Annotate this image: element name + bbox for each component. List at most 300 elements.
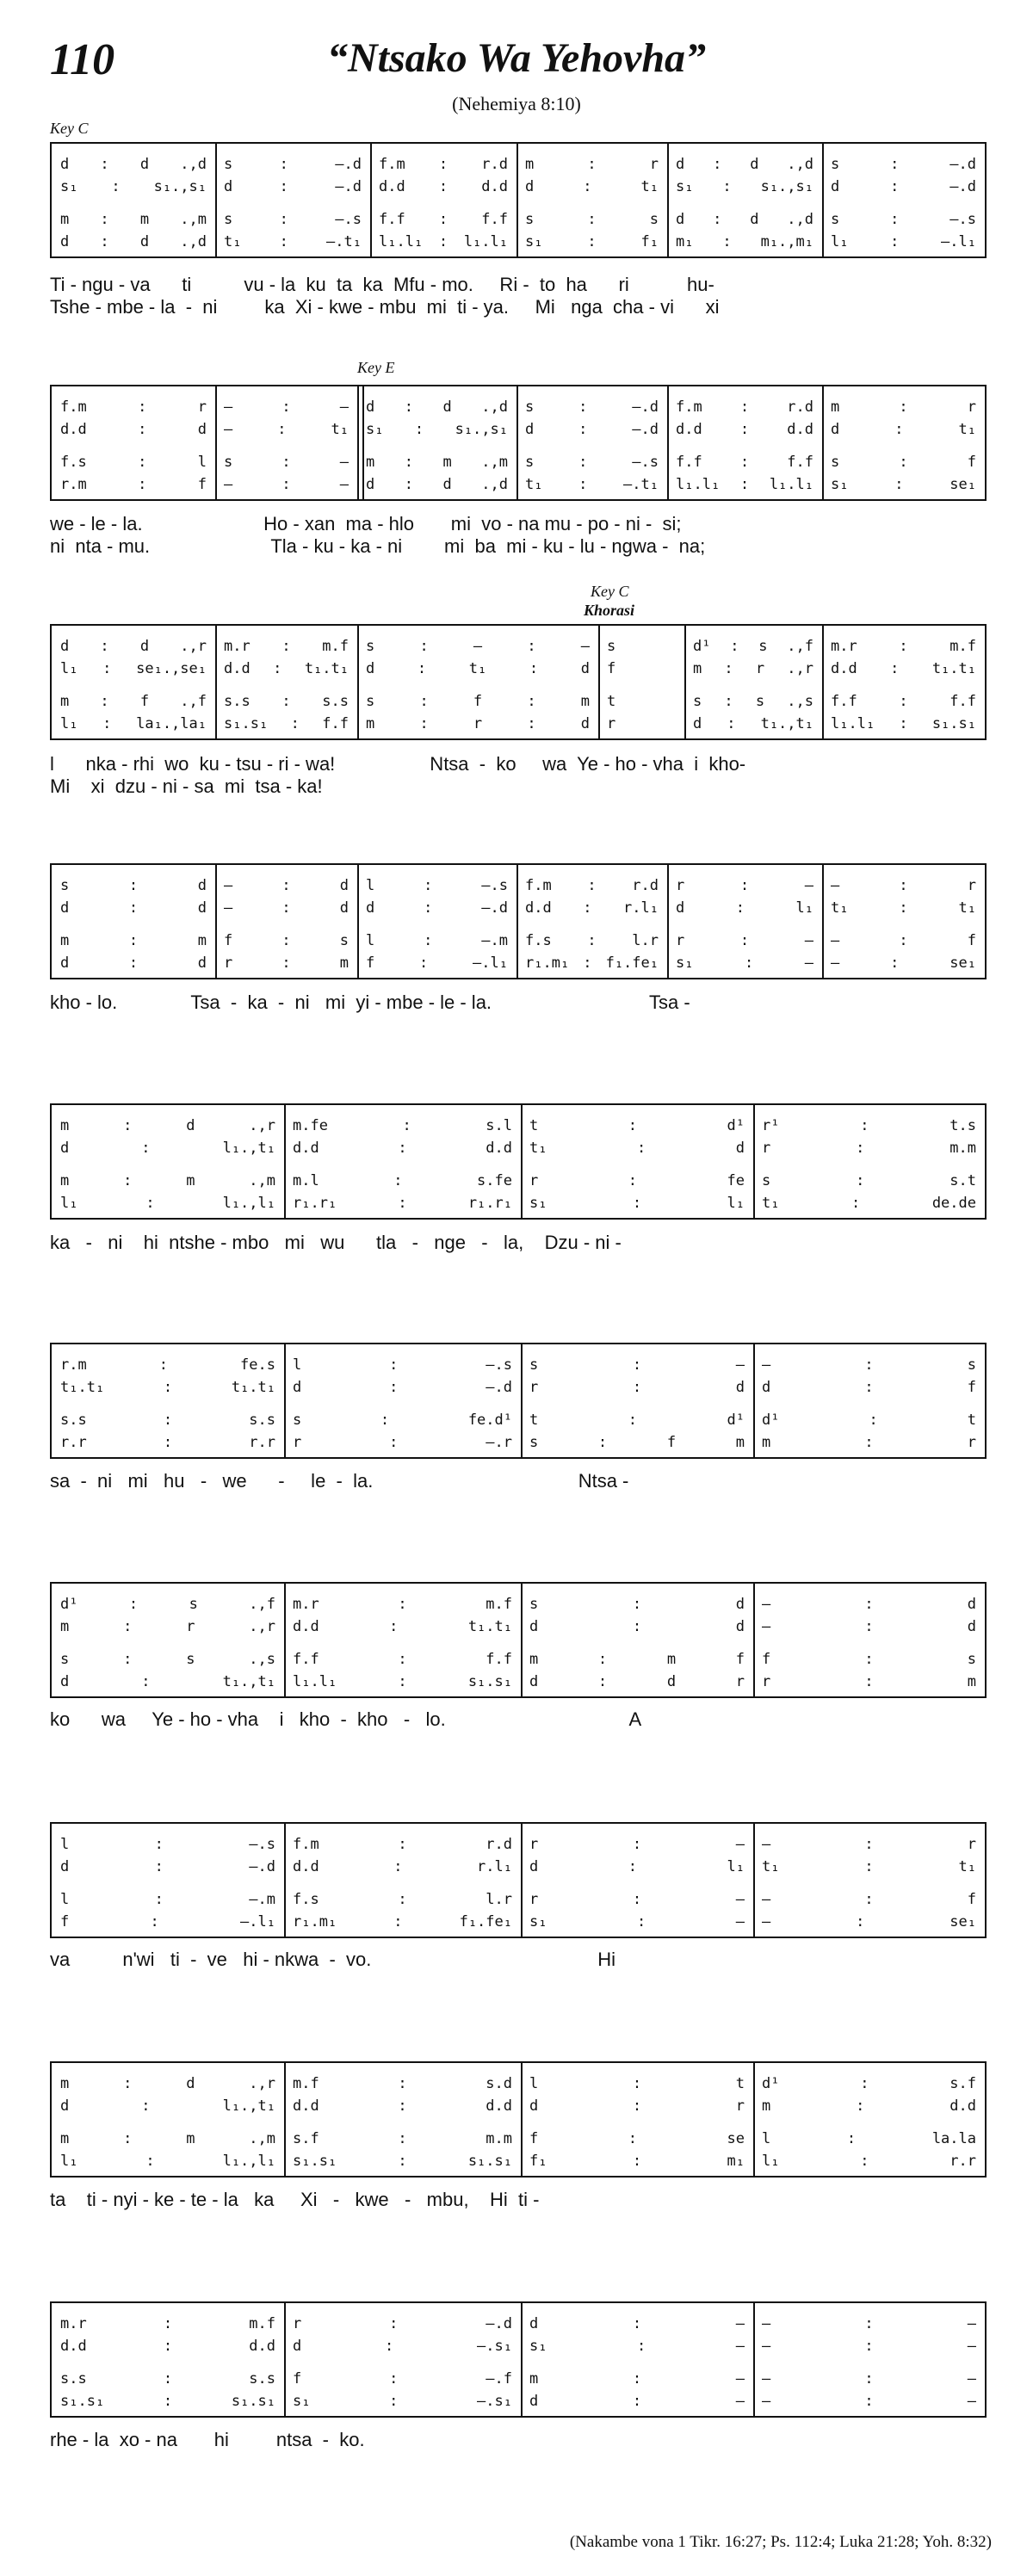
measure-notes [753, 1912, 985, 1932]
measure-notes [52, 397, 215, 417]
measure-notes [52, 452, 215, 473]
measure-notes [284, 1355, 521, 1375]
solfa-notes: s₁ : f₁ [525, 233, 659, 250]
solfa-notes: r : fe [529, 1172, 745, 1189]
solfa-notes: t [607, 693, 616, 710]
solfa-notes: d : –.s₁ [293, 2338, 512, 2355]
solfa-notes: s : s .,s [693, 693, 813, 710]
solfa-notes: d : l₁.,t₁ [60, 1140, 275, 1157]
voice-row [52, 1171, 985, 1191]
measure-notes [284, 2336, 521, 2357]
voice-row [52, 1432, 985, 1453]
solfa-notes: — : s [762, 1356, 976, 1374]
measure-notes [357, 658, 598, 679]
voice-row [52, 1889, 985, 1910]
measure-notes [753, 1171, 985, 1191]
solfa-notes: s₁.s₁ : s₁.s₁ [60, 2393, 275, 2410]
solfa-notes: s : d [60, 877, 207, 894]
lyric-line: va n'wi ti - ve hi - nkwa - vo. Hi [50, 1949, 616, 1970]
measure-notes [753, 1649, 985, 1670]
lyric-line: rhe - la xo - na hi ntsa - ko. [50, 2429, 365, 2450]
measure-notes [753, 1432, 985, 1453]
voice-row [52, 154, 985, 175]
solfa-notes: f [607, 660, 616, 677]
measure-notes [822, 452, 985, 473]
measure-notes [753, 2128, 985, 2149]
voice-row [52, 1410, 985, 1430]
measure-notes [52, 2391, 284, 2412]
lyric-line: l nka - rhi wo ku - tsu - ri - wa! Ntsa - ko wa Ye - ho - vha i kho- [50, 753, 746, 775]
measure-notes [753, 1616, 985, 1637]
voice-row [52, 898, 985, 918]
voice-row [52, 1616, 985, 1637]
measure-notes [753, 1193, 985, 1214]
measure-notes [52, 1594, 284, 1615]
lyric-line: Ti - ngu - va ti vu - la ku ta ka Mfu - mo. Ri - to ha ri hu- [50, 274, 714, 295]
voice-row [52, 209, 985, 230]
solfa-notes: f.m : r.d [293, 1836, 512, 1853]
measure-notes [516, 154, 667, 175]
measure-notes [822, 875, 985, 896]
solfa-notes: r.m : f [60, 476, 207, 493]
measure-notes [753, 1889, 985, 1910]
measure-notes [667, 419, 822, 440]
staff-box [50, 1103, 987, 1220]
measure-notes [521, 1834, 753, 1855]
measure-notes [521, 2313, 753, 2334]
measure-notes [284, 1856, 521, 1877]
staff-box [50, 2061, 987, 2178]
solfa-notes: m : r .,r [693, 660, 813, 677]
solfa-notes: m.r : m.f [293, 1596, 512, 1613]
solfa-notes: l : t [529, 2075, 745, 2092]
measure-notes [52, 898, 215, 918]
measure-notes [284, 1377, 521, 1398]
measure-notes [598, 636, 684, 657]
lyric-line: kho - lo. Tsa - ka - ni mi yi - mbe - le - la. Tsa - [50, 991, 690, 1013]
solfa-notes: s : — [529, 1356, 745, 1374]
measure-notes [516, 875, 667, 896]
solfa-notes: f.s : l.r [293, 1891, 512, 1908]
measure-notes [284, 1193, 521, 1214]
measure-notes [822, 176, 985, 197]
measure-notes [284, 1171, 521, 1191]
measure-notes [822, 154, 985, 175]
solfa-notes: f.s : l [60, 454, 207, 471]
measure-notes [521, 2391, 753, 2412]
hymn-number: 110 [50, 35, 115, 84]
solfa-notes: m.f : s.d [293, 2075, 512, 2092]
measure-notes [516, 209, 667, 230]
measure-notes [215, 875, 357, 896]
solfa-notes: s₁ : s₁.,s₁ [60, 178, 207, 195]
key-signature-label: Key C [50, 120, 89, 137]
solfa-notes: m.r : m.f [60, 2315, 275, 2332]
staff-box [50, 2301, 987, 2418]
solfa-notes: d.d : d [60, 421, 207, 438]
measure-notes [370, 232, 516, 252]
solfa-notes: — : d [224, 899, 349, 917]
measure-notes [284, 1671, 521, 1692]
solfa-notes: r : –.d [293, 2315, 512, 2332]
measure-notes [521, 1410, 753, 1430]
measure-notes [52, 2313, 284, 2334]
measure-notes [753, 2151, 985, 2171]
measure-notes [52, 875, 215, 896]
measure-notes [52, 474, 215, 495]
solfa-notes: l : –.m [60, 1891, 275, 1908]
measure-notes [284, 2128, 521, 2149]
solfa-notes: d : t₁ [831, 421, 976, 438]
solfa-notes: r : d [529, 1379, 745, 1396]
measure-notes [52, 1115, 284, 1136]
measure-notes [52, 2096, 284, 2116]
hymn-title: “Ntsako Wa Yehovha” [326, 35, 707, 81]
measure-notes [284, 2369, 521, 2389]
key-signature-label: Key C [591, 583, 629, 600]
solfa-notes: s₁.s₁ : f.f [224, 715, 349, 732]
solfa-notes: d : –.d [525, 421, 659, 438]
measure-notes [370, 176, 516, 197]
solfa-notes: — : — [224, 476, 349, 493]
solfa-notes: d : –.d [366, 899, 508, 917]
solfa-notes: r : — [529, 1836, 745, 1853]
solfa-notes: d : d .,d [676, 211, 813, 228]
solfa-notes: f : –.l₁ [60, 1913, 275, 1930]
solfa-notes: s : f m [529, 1434, 745, 1451]
measure-notes [521, 2128, 753, 2149]
solfa-notes: r¹ : t.s [762, 1117, 976, 1134]
measure-notes [215, 452, 357, 473]
voice-row [52, 2151, 985, 2171]
measure-notes [357, 930, 516, 951]
solfa-notes: — : d [224, 877, 349, 894]
measure-notes [284, 2151, 521, 2171]
solfa-notes: m : f .,f [60, 693, 207, 710]
solfa-notes: f.f : f.f [831, 693, 976, 710]
measure-notes [52, 1377, 284, 1398]
solfa-notes: s : –.d [525, 398, 659, 416]
solfa-notes: l : –.m [366, 932, 508, 949]
solfa-notes: s : fe.d¹ [293, 1412, 512, 1429]
measure-notes [52, 1138, 284, 1158]
solfa-notes: d : –.d [293, 1379, 512, 1396]
voice-row [52, 1355, 985, 1375]
measure-notes [52, 1856, 284, 1877]
solfa-notes: f.f : f.f [293, 1651, 512, 1668]
solfa-notes: d.d : d.d [293, 2097, 512, 2115]
voice-row [52, 1649, 985, 1670]
solfa-notes: r₁.m₁ : f₁.fe₁ [293, 1913, 512, 1930]
measure-notes [521, 1594, 753, 1615]
measure-notes [521, 1193, 753, 1214]
solfa-notes: r₁.r₁ : r₁.r₁ [293, 1195, 512, 1212]
measure-notes [521, 2096, 753, 2116]
solfa-notes: t₁ : t₁ [762, 1858, 976, 1875]
voice-row [52, 1671, 985, 1692]
measure-notes [667, 953, 822, 973]
voice-row [52, 930, 985, 951]
measure-notes [52, 2336, 284, 2357]
solfa-notes: s.s : s.s [224, 693, 349, 710]
solfa-notes: t₁ : d [529, 1140, 745, 1157]
measure-notes [521, 2369, 753, 2389]
solfa-notes: f.m : r.d [379, 156, 508, 173]
solfa-notes: d : d [60, 954, 207, 972]
solfa-notes: s : s .,s [60, 1651, 275, 1668]
measure-notes [52, 691, 215, 712]
solfa-notes: d : t₁ : d [366, 660, 590, 677]
lyric-line: we - le - la. Ho - xan ma - hlo mi vo - na mu - po - ni - si; [50, 513, 682, 534]
measure-notes [753, 1671, 985, 1692]
key-change-label: Key E [357, 359, 395, 376]
solfa-notes: — : se₁ [831, 954, 976, 972]
measure-notes [521, 1171, 753, 1191]
solfa-notes: l : –.s [366, 877, 508, 894]
measure-notes [284, 2391, 521, 2412]
measure-notes [357, 419, 516, 440]
solfa-notes: d : t₁.,t₁ [693, 715, 813, 732]
solfa-notes: d : –.d [60, 1858, 275, 1875]
solfa-notes: m : d.d [762, 2097, 976, 2115]
measure-notes [52, 1889, 284, 1910]
measure-notes [521, 1649, 753, 1670]
solfa-notes: t₁ : –.t₁ [224, 233, 362, 250]
solfa-notes: t : d¹ [529, 1117, 745, 1134]
solfa-notes: s : –.s [525, 454, 659, 471]
solfa-notes: l : –.s [60, 1836, 275, 1853]
measure-notes [822, 474, 985, 495]
solfa-notes: s : — [224, 454, 349, 471]
solfa-notes: d : d .,d [676, 156, 813, 173]
solfa-notes: d : l₁ [529, 1858, 745, 1875]
measure-notes [284, 1616, 521, 1637]
measure-notes [516, 930, 667, 951]
measure-notes [667, 474, 822, 495]
measure-notes [753, 1856, 985, 1877]
lyric-line: ta ti - nyi - ke - te - la ka Xi - kwe - mbu, Hi ti - [50, 2189, 540, 2210]
solfa-notes: s : d [529, 1596, 745, 1613]
measure-notes [667, 209, 822, 230]
solfa-notes: d¹ : s .,f [693, 638, 813, 655]
solfa-notes: — : d [762, 1618, 976, 1635]
measure-notes [822, 713, 985, 734]
staff-box [50, 1582, 987, 1698]
solfa-notes: m : r [831, 398, 976, 416]
measure-notes [822, 397, 985, 417]
measure-notes [822, 691, 985, 712]
measure-notes [753, 2391, 985, 2412]
solfa-notes: r.r : r.r [60, 1434, 275, 1451]
solfa-notes: l₁ : la₁.,la₁ [60, 715, 207, 732]
solfa-notes: d.d : d.d [60, 2338, 275, 2355]
measure-notes [52, 2151, 284, 2171]
solfa-notes: s₁.s₁ : s₁.s₁ [293, 2153, 512, 2170]
measure-notes [753, 1377, 985, 1398]
solfa-notes: f : s [762, 1651, 976, 1668]
solfa-notes: d.d : d.d [293, 1140, 512, 1157]
measure-notes [822, 930, 985, 951]
solfa-notes: l : –.s [293, 1356, 512, 1374]
measure-notes [284, 1594, 521, 1615]
measure-notes [357, 898, 516, 918]
solfa-notes: d.d : t₁.t₁ [831, 660, 976, 677]
solfa-notes: s : –.d [831, 156, 976, 173]
voice-row [52, 397, 985, 417]
solfa-notes: — : — [762, 2338, 976, 2355]
voice-row [52, 2369, 985, 2389]
solfa-notes: d : — [529, 2393, 745, 2410]
solfa-notes: d : d .,d [60, 156, 207, 173]
measure-notes [52, 2128, 284, 2149]
staff-box [50, 142, 987, 258]
solfa-notes: m : m .,m [366, 454, 508, 471]
solfa-notes: l₁ : l₁.,l₁ [60, 1195, 275, 1212]
solfa-notes: d : d [529, 1618, 745, 1635]
solfa-notes: r [607, 715, 616, 732]
solfa-notes: l₁ : r.r [762, 2153, 976, 2170]
measure-notes [822, 953, 985, 973]
measure-notes [753, 2096, 985, 2116]
measure-notes [521, 1889, 753, 1910]
measure-notes [52, 232, 215, 252]
voice-row [52, 875, 985, 896]
solfa-notes: r : m [762, 1673, 976, 1690]
solfa-notes: — : r [831, 877, 976, 894]
measure-notes [52, 1616, 284, 1637]
solfa-notes: — : t₁ [224, 421, 349, 438]
solfa-notes: f : –.f [293, 2370, 512, 2388]
solfa-notes: d : d [60, 899, 207, 917]
solfa-notes: d.d : r.l₁ [525, 899, 659, 917]
solfa-notes: s₁ : — [529, 2338, 745, 2355]
measure-notes [521, 2073, 753, 2094]
voice-row [52, 176, 985, 197]
solfa-notes: d.d : r.l₁ [293, 1858, 512, 1875]
measure-notes [357, 691, 598, 712]
solfa-notes: m.fe : s.l [293, 1117, 512, 1134]
voice-row [52, 232, 985, 252]
solfa-notes: s : f [831, 454, 976, 471]
solfa-notes: r : m [224, 954, 349, 972]
measure-notes [52, 953, 215, 973]
lyric-line: ka - ni hi ntshe - mbo mi wu tla - nge - la, Dzu - ni - [50, 1232, 622, 1253]
measure-notes [357, 474, 516, 495]
lyric-line: sa - ni mi hu - we - le - la. Ntsa - [50, 1470, 629, 1492]
solfa-notes: d.d : t₁.t₁ [224, 660, 349, 677]
voice-row [52, 1193, 985, 1214]
measure-notes [753, 1410, 985, 1430]
lyric-line: Tshe - mbe - la - ni ka Xi - kwe - mbu mi ti - ya. Mi nga cha - vi xi [50, 296, 720, 318]
solfa-notes: d.d : d.d [676, 421, 813, 438]
voice-row [52, 2391, 985, 2412]
solfa-notes: — : — [224, 398, 349, 416]
solfa-notes: r : –.r [293, 1434, 512, 1451]
solfa-notes: t₁ : de.de [762, 1195, 976, 1212]
measure-notes [52, 713, 215, 734]
solfa-notes: — : r [762, 1836, 976, 1853]
solfa-notes: m : m .,m [60, 211, 207, 228]
measure-notes [284, 2096, 521, 2116]
measure-notes [370, 209, 516, 230]
solfa-notes: f.m : r.d [525, 877, 659, 894]
measure-notes [516, 232, 667, 252]
solfa-notes: — : — [762, 2393, 976, 2410]
solfa-notes: f.f : f.f [379, 211, 508, 228]
measure-notes [215, 419, 357, 440]
solfa-notes: s₁ : — [676, 954, 813, 972]
measure-notes [521, 2151, 753, 2171]
solfa-notes: d¹ : t [762, 1412, 976, 1429]
measure-notes [753, 1138, 985, 1158]
measure-notes [215, 397, 357, 417]
solfa-notes: m : d .,r [60, 1117, 275, 1134]
measure-notes [516, 953, 667, 973]
measure-notes [667, 875, 822, 896]
hymn-subtitle: (Nehemiya 8:10) [452, 93, 581, 114]
measure-notes [52, 1649, 284, 1670]
solfa-notes: m : m .,m [60, 1172, 275, 1189]
solfa-notes: r : — [676, 877, 813, 894]
measure-notes [822, 209, 985, 230]
measure-notes [215, 209, 370, 230]
measure-notes [822, 898, 985, 918]
measure-notes [284, 2073, 521, 2094]
solfa-notes: m : r .,r [60, 1618, 275, 1635]
voice-row [52, 658, 985, 679]
measure-notes [52, 209, 215, 230]
solfa-notes: d : t₁ [525, 178, 659, 195]
solfa-notes: l₁.l₁ : l₁.l₁ [676, 476, 813, 493]
solfa-notes: d : f [762, 1379, 976, 1396]
solfa-notes: r : m.m [762, 1140, 976, 1157]
measure-notes [521, 1377, 753, 1398]
solfa-notes: s [607, 638, 616, 655]
voice-row [52, 1594, 985, 1615]
measure-notes [284, 1912, 521, 1932]
measure-notes [52, 2369, 284, 2389]
solfa-notes: m : r [525, 156, 659, 173]
voice-row [52, 953, 985, 973]
measure-notes [753, 1834, 985, 1855]
solfa-notes: s : — : — [366, 638, 590, 655]
measure-notes [215, 953, 357, 973]
measure-notes [370, 154, 516, 175]
measure-notes [215, 691, 357, 712]
solfa-notes: d : t₁.,t₁ [60, 1673, 275, 1690]
solfa-notes: d : d .,d [60, 233, 207, 250]
staff-box [50, 1343, 987, 1459]
solfa-notes: s.f : m.m [293, 2130, 512, 2147]
voice-row [52, 713, 985, 734]
measure-notes [52, 1671, 284, 1692]
measure-notes [52, 636, 215, 657]
solfa-notes: l : la.la [762, 2130, 976, 2147]
measure-notes [215, 154, 370, 175]
solfa-notes: s.s : s.s [60, 1412, 275, 1429]
chorus-label: Khorasi [584, 602, 635, 619]
solfa-notes: d : –.d [224, 178, 362, 195]
solfa-notes: r₁.m₁ : f₁.fe₁ [525, 954, 659, 972]
lyric-line: ko wa Ye - ho - vha i kho - kho - lo. A [50, 1708, 642, 1730]
solfa-notes: d : d .,d [366, 398, 508, 416]
solfa-notes: — : se₁ [762, 1913, 976, 1930]
measure-notes [521, 1355, 753, 1375]
measure-notes [215, 658, 357, 679]
measure-notes [284, 1889, 521, 1910]
solfa-notes: r : — [529, 1891, 745, 1908]
solfa-notes: d¹ : s .,f [60, 1596, 275, 1613]
